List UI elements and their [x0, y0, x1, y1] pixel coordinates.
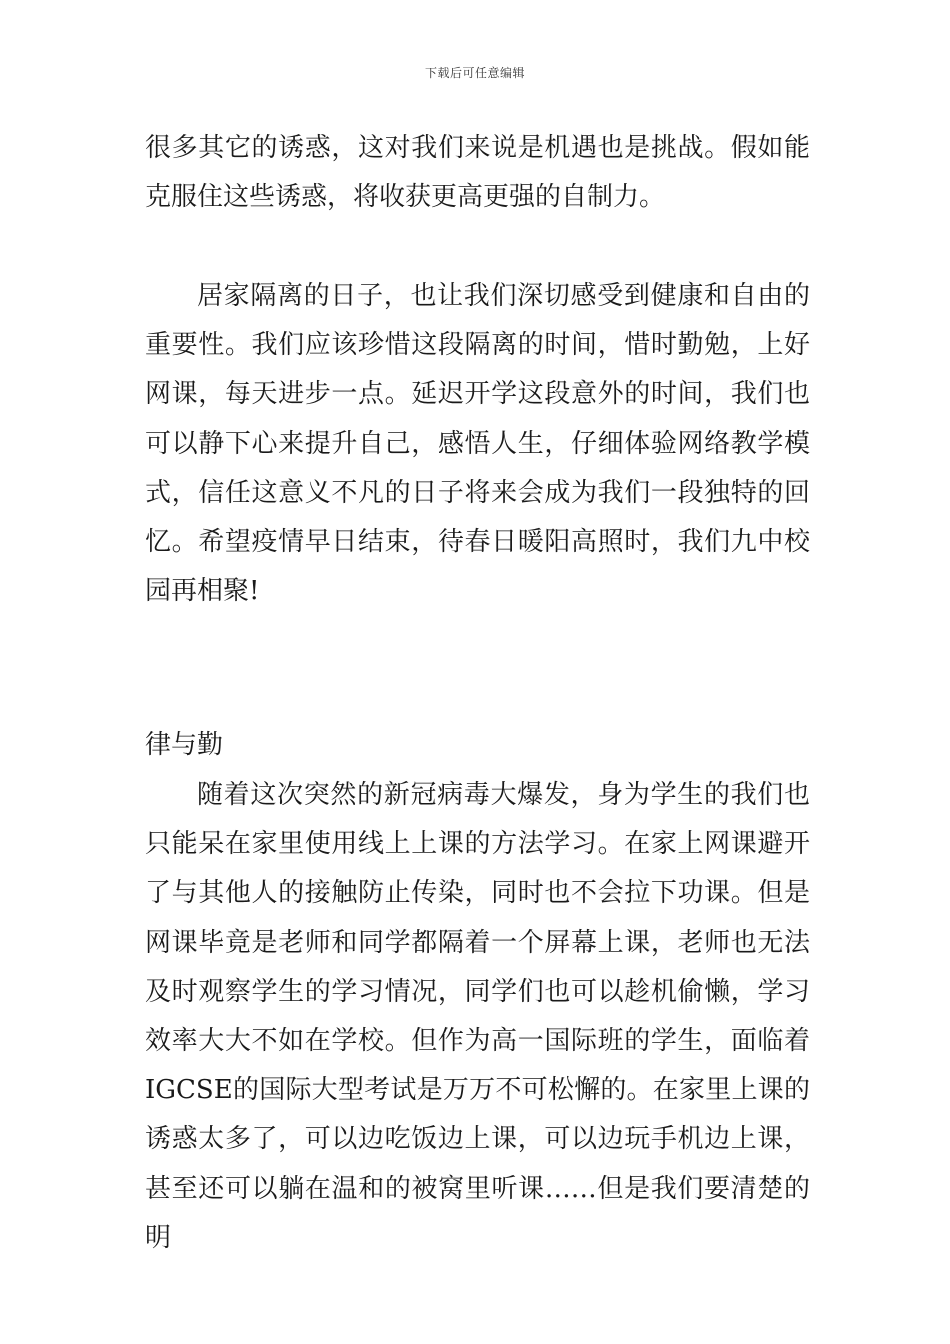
paragraph-block-2: [145, 272, 810, 616]
header-note: 下载后可任意编辑: [424, 66, 525, 80]
paragraph-block-3: [145, 771, 810, 1263]
paragraph-2: 居家隔离的日子，也让我们深切感受到健康和自由的重要性。我们应该珍惜这段隔离的时间，惜时勤勉，上好网课，每天进步一点。延迟开学这段意外的时间，我们也可以静下心来提升自己，感悟人生，仔细体验网络教学模式，信任这意义不凡的日子将来会成为我们一段独特的回忆。希望疫情早日结束，待春日暖阳高照时，我们九中校园再相聚!: [145, 281, 810, 607]
section-title: 律与勤: [145, 730, 224, 760]
paragraph-block-1: [145, 124, 810, 222]
paragraph-3: 随着这次突然的新冠病毒大爆发，身为学生的我们也只能呆在家里使用线上上课的方法学习。在家上网课避开了与其他人的接触防止传染，同时也不会拉下功课。但是网课毕竟是老师和同学都隔着一个屏幕上课，老师也无法及时观察学生的学习情况，同学们也可以趁机偷懒，学习效率大大不如在学校。但作为高一国际班的学生，面临着IGCSE的国际大型考试是万万不可松懈的。在家里上课的诱惑太多了，可以边吃饭边上课，可以边玩手机边上课，甚至还可以躺在温和的被窝里听课……但是我们要清楚的明: [145, 780, 810, 1253]
paragraph-1: 很多其它的诱惑，这对我们来说是机遇也是挑战。假如能克服住这些诱惑，将收获更高更强的自制力。: [145, 133, 810, 213]
